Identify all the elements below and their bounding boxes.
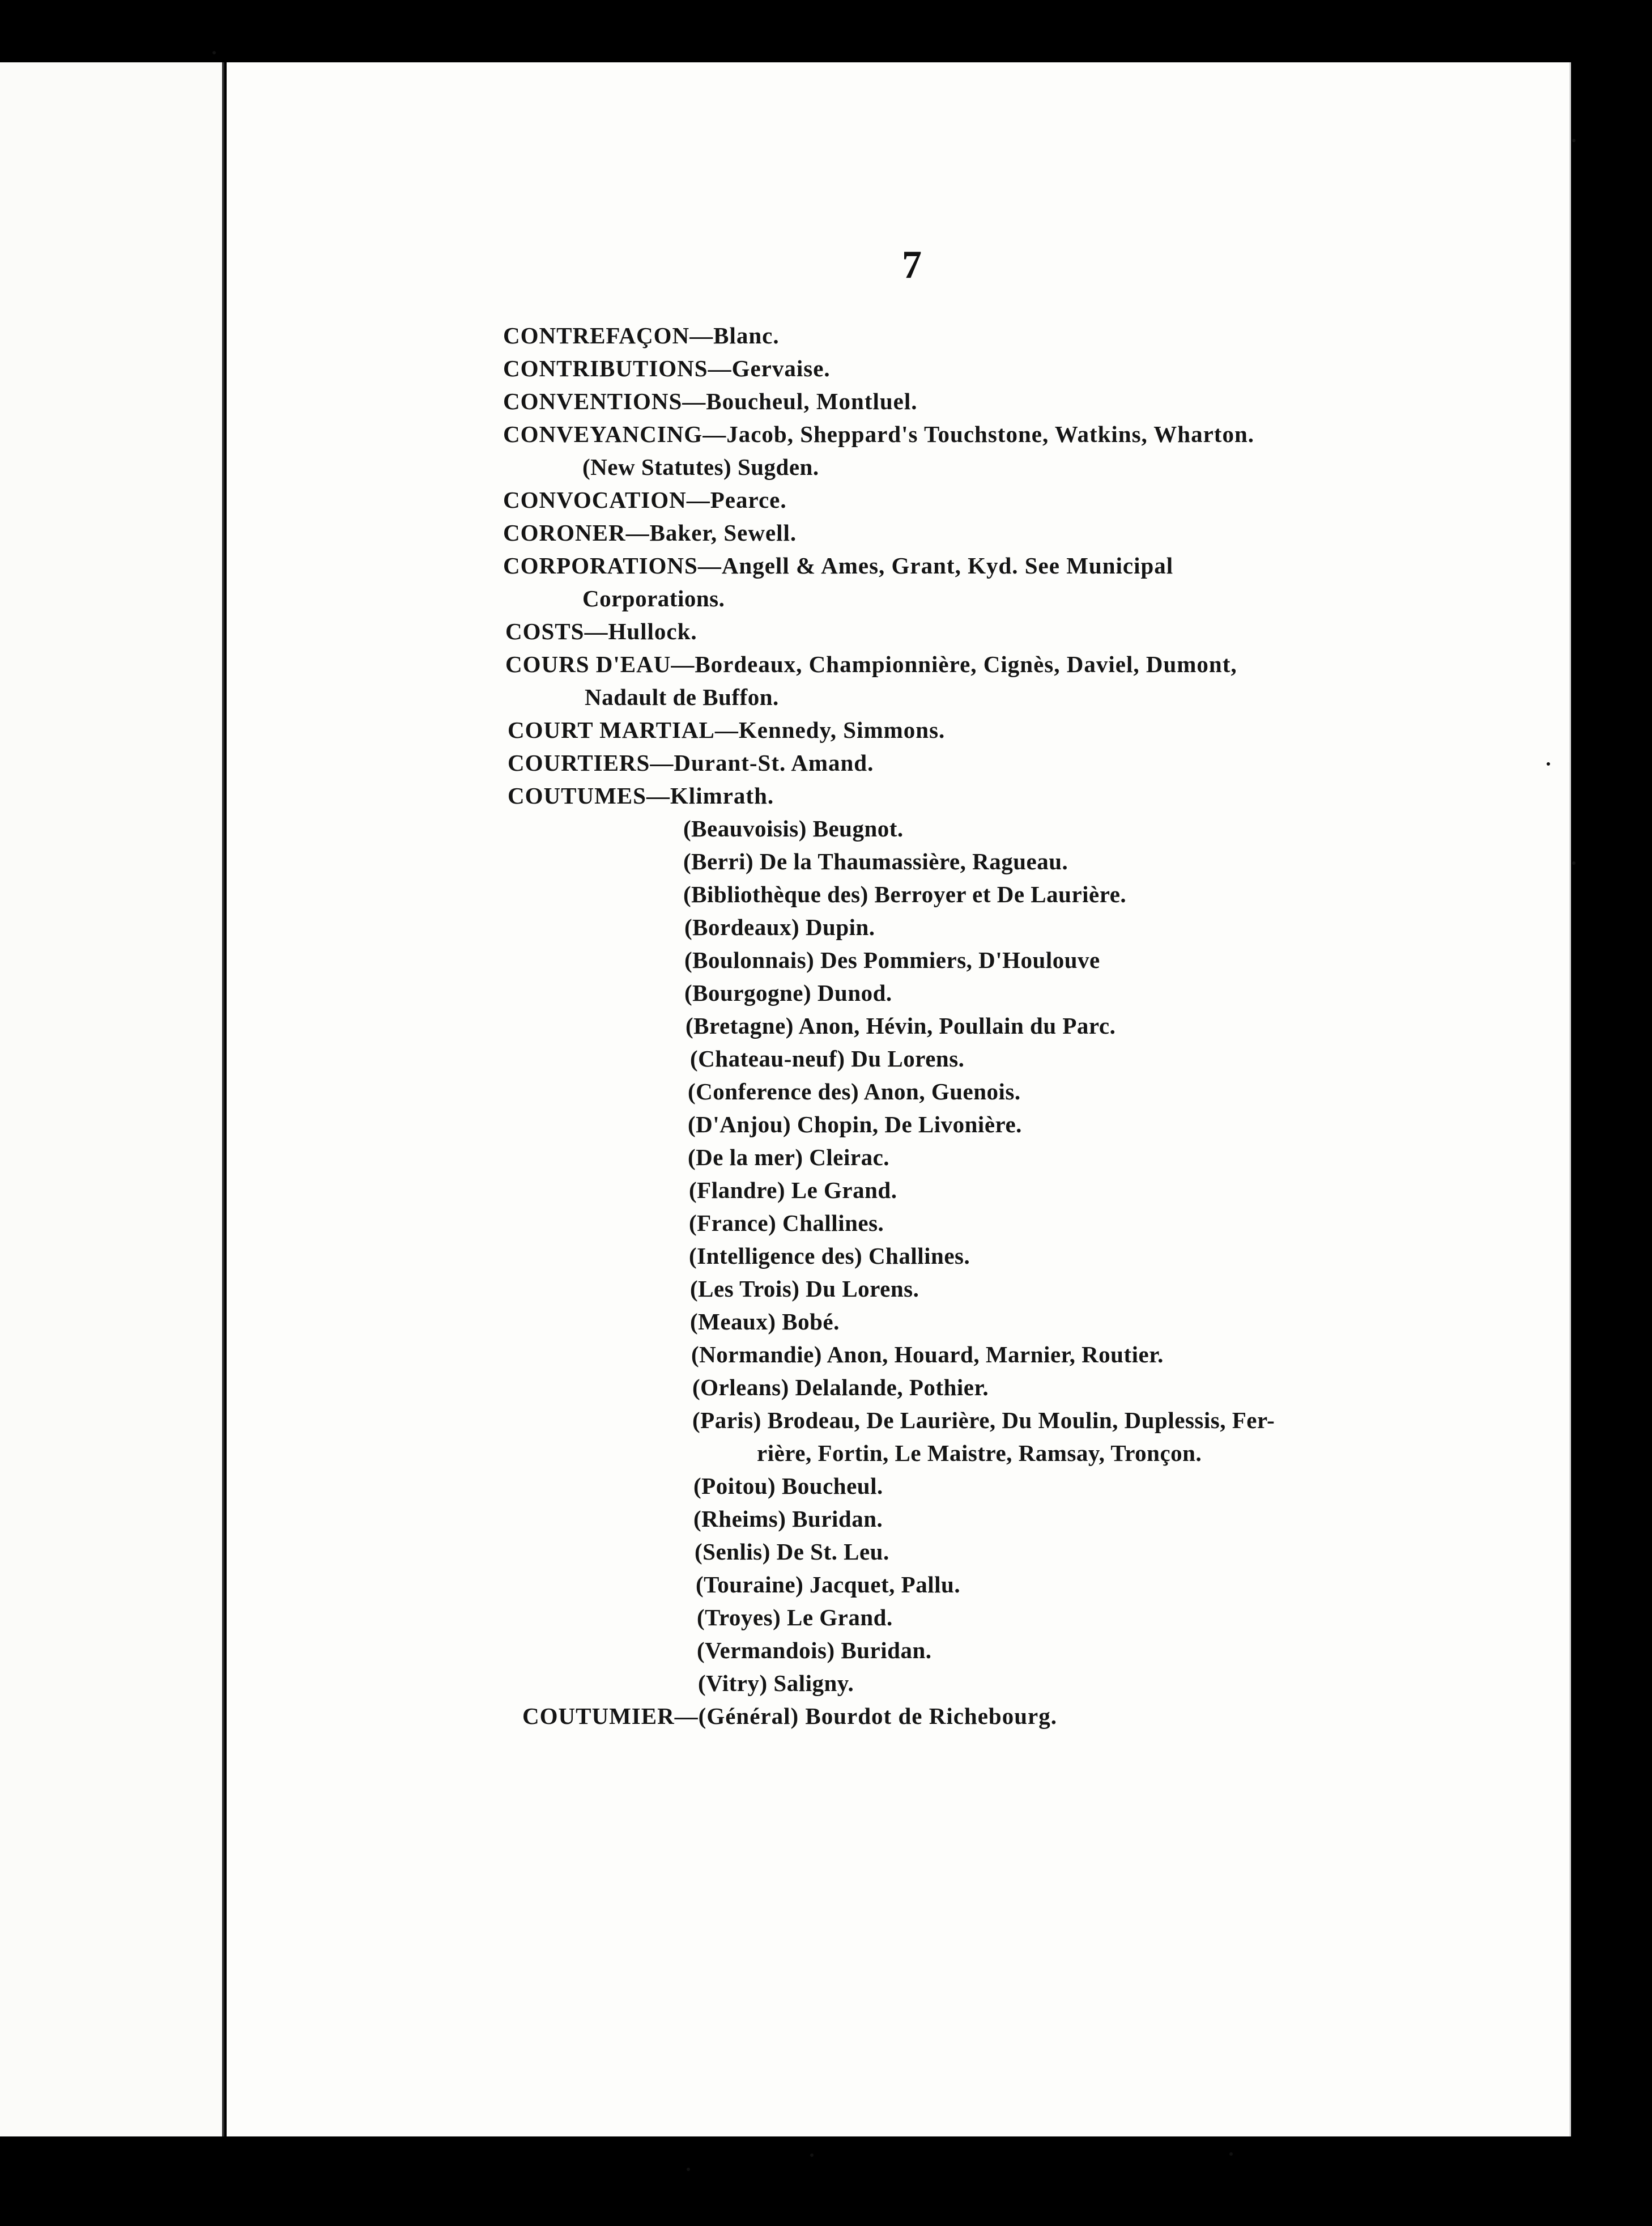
coutume-subentry: (Berri) De la Thaumassière, Ragueau. [683, 848, 1068, 874]
index-entry: CONTREFAÇON—Blanc. [503, 322, 780, 349]
coutume-subentry: (Vitry) Saligny. [698, 1670, 854, 1696]
coutume-subentry: (Vermandois) Buridan. [697, 1637, 932, 1663]
scan-speck [1547, 762, 1550, 766]
index-entry: CONVOCATION—Pearce. [503, 487, 787, 513]
index-entry: CORONER—Baker, Sewell. [503, 520, 797, 546]
coutume-subentry: (France) Challines. [689, 1210, 884, 1236]
index-entry: CORPORATIONS—Angell & Ames, Grant, Kyd. See Municipal [503, 553, 1174, 579]
coutume-subentry: (Conference des) Anon, Guenois. [688, 1078, 1021, 1104]
coutume-subentry: (Paris) Brodeau, De Laurière, Du Moulin, Duplessis, Fer- [692, 1407, 1275, 1433]
coutume-subentry-continuation: rière, Fortin, Le Maistre, Ramsay, Tronçon. [757, 1440, 1202, 1466]
coutume-subentry: (De la mer) Cleirac. [688, 1144, 890, 1170]
coutume-subentry: (Meaux) Bobé. [690, 1309, 840, 1335]
index-entry-continuation: (New Statutes) Sugden. [582, 454, 819, 480]
index-entry: CONVENTIONS—Boucheul, Montluel. [503, 388, 918, 414]
coutume-subentry: (Normandie) Anon, Houard, Marnier, Routier. [691, 1341, 1164, 1367]
coutume-subentry: (Bretagne) Anon, Hévin, Poullain du Parc. [686, 1013, 1116, 1039]
coutume-subentry: (Boulonnais) Des Pommiers, D'Houlouve [684, 947, 1100, 973]
index-entry: COUTUMES—Klimrath. [508, 783, 774, 809]
coutume-subentry: (Troyes) Le Grand. [697, 1604, 893, 1630]
index-entry-continuation: Nadault de Buffon. [585, 684, 779, 710]
index-entry: COSTS—Hullock. [505, 618, 697, 644]
coutume-subentry: (Flandre) Le Grand. [689, 1177, 897, 1203]
scan-speck [687, 2168, 690, 2171]
index-entry: COURT MARTIAL—Kennedy, Simmons. [508, 717, 946, 743]
index-entry: COURS D'EAU—Bordeaux, Championnière, Cignès, Daviel, Dumont, [505, 651, 1237, 677]
coutume-subentry: (Touraine) Jacquet, Pallu. [696, 1571, 961, 1598]
coutume-subentry: (Intelligence des) Challines. [689, 1243, 970, 1269]
coutume-subentry: (Senlis) De St. Leu. [695, 1539, 889, 1565]
index-entry: COUTUMIER—(Général) Bourdot de Richebourg. [522, 1703, 1057, 1729]
coutume-subentry: (D'Anjou) Chopin, De Livonière. [688, 1111, 1022, 1137]
coutume-subentry: (Les Trois) Du Lorens. [690, 1276, 919, 1302]
coutume-subentry: (Chateau-neuf) Du Lorens. [690, 1046, 965, 1072]
coutume-subentry: (Rheims) Buridan. [693, 1506, 883, 1532]
scan-speck [810, 2153, 814, 2157]
index-entry: COURTIERS—Durant-St. Amand. [508, 750, 874, 776]
index-entry: CONVEYANCING—Jacob, Sheppard's Touchstone, Watkins, Wharton. [503, 421, 1255, 447]
scan-speck [1572, 861, 1576, 865]
scan-speck [1572, 139, 1576, 142]
coutume-subentry: (Bibliothèque des) Berroyer et De Laurière. [683, 881, 1127, 907]
coutume-subentry: (Orleans) Delalande, Pothier. [692, 1374, 989, 1400]
coutume-subentry: (Bourgogne) Dunod. [684, 980, 892, 1006]
coutume-subentry: (Beauvoisis) Beugnot. [683, 815, 904, 842]
scan-speck [1229, 2152, 1233, 2156]
index-entry: CONTRIBUTIONS—Gervaise. [503, 355, 831, 381]
index-entry-continuation: Corporations. [582, 585, 725, 611]
coutume-subentry: (Poitou) Boucheul. [693, 1473, 883, 1499]
coutume-subentry: (Bordeaux) Dupin. [684, 914, 875, 940]
page-number: 7 [902, 243, 922, 287]
scan-speck [212, 51, 216, 54]
